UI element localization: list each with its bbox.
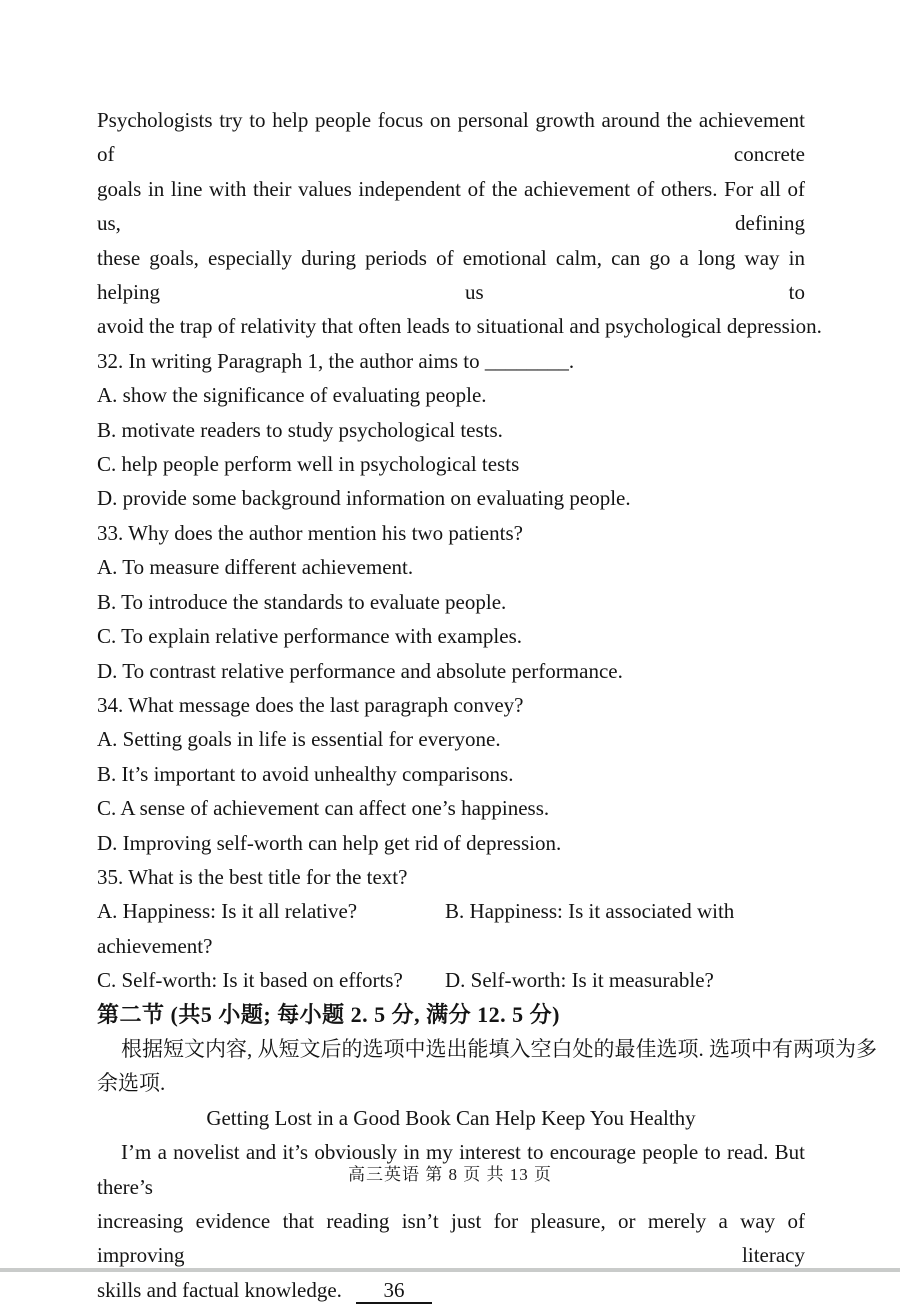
scan-edge-shadow [0,1268,900,1272]
cloze-blank-36: 36 [356,1278,432,1304]
question-33-stem: 33. Why does the author mention his two patients? [97,520,523,545]
question-34-option-a: A. Setting goals in life is essential for everyone. [97,727,501,752]
question-32-option-d: D. provide some background information on evaluating people. [97,486,631,511]
question-33-option-d: D. To contrast relative performance and absolute performance. [97,658,623,683]
question-35-option-b-wrap: achievement? [97,933,213,958]
section-2-heading: 第二节 (共5 小题; 每小题 2. 5 分, 满分 12. 5 分) [97,1001,560,1027]
question-35-row-ab [97,894,805,928]
question-35-option-a: A. Happiness: Is it all relative? [97,899,358,924]
section-2-instructions: 根据短文内容, 从短文后的选项中选出能填入空白处的最佳选项. 选项中有两项为多 [121,1036,877,1061]
page-content [97,103,877,1307]
question-34-option-d: D. Improving self-worth can help get rid of depression. [97,830,562,855]
question-34-option-c: C. A sense of achievement can affect one’s happiness. [97,796,550,821]
question-34-stem: 34. What message does the last paragraph convey? [97,692,524,717]
question-35-option-d: D. Self-worth: Is it measurable? [445,968,714,993]
question-32-stem: 32. In writing Paragraph 1, the author aims to ________. [97,348,575,373]
cloze-passage-line [97,1273,805,1307]
passage-line: Psychologists try to help people focus on personal growth around the achievement of concrete [97,108,805,167]
cloze-passage-line: I’m a novelist and it’s obviously in my interest to encourage people to read. But there’s [97,1140,805,1199]
question-33-option-c: C. To explain relative performance with examples. [97,624,522,649]
question-32-option-c: C. help people perform well in psychological tests [97,452,520,477]
passage-line: these goals, especially during periods of emotional calm, can go a long way in helping us to [97,245,805,305]
cloze-passage-title: Getting Lost in a Good Book Can Help Keep You Healthy [206,1105,696,1130]
passage-line: avoid the trap of relativity that often leads to situational and psychological depression. [97,314,822,339]
question-33-option-a: A. To measure different achievement. [97,555,414,580]
question-35-row-cd [97,963,805,997]
cloze-passage-line: increasing evidence that reading isn’t just for pleasure, or merely a way of improving literacy [97,1209,805,1268]
question-32-option-a: A. show the significance of evaluating people. [97,383,487,408]
question-33-option-b: B. To introduce the standards to evaluate people. [97,589,507,614]
section-2-instructions-wrap: 余选项. [97,1071,166,1096]
page-footer: 高三英语 第 8 页 共 13 页 [348,1165,552,1184]
question-35-stem: 35. What is the best title for the text? [97,864,408,889]
question-35-option-c: C. Self-worth: Is it based on efforts? [97,968,403,993]
passage-line: goals in line with their values independent of the achievement of others. For all of us, defining [97,176,805,236]
question-35-option-b: B. Happiness: Is it associated with [445,899,735,924]
cloze-passage-line-text: skills and factual knowledge. [97,1277,342,1302]
question-34-option-b: B. It’s important to avoid unhealthy comparisons. [97,761,514,786]
question-32-option-b: B. motivate readers to study psychological tests. [97,417,503,442]
